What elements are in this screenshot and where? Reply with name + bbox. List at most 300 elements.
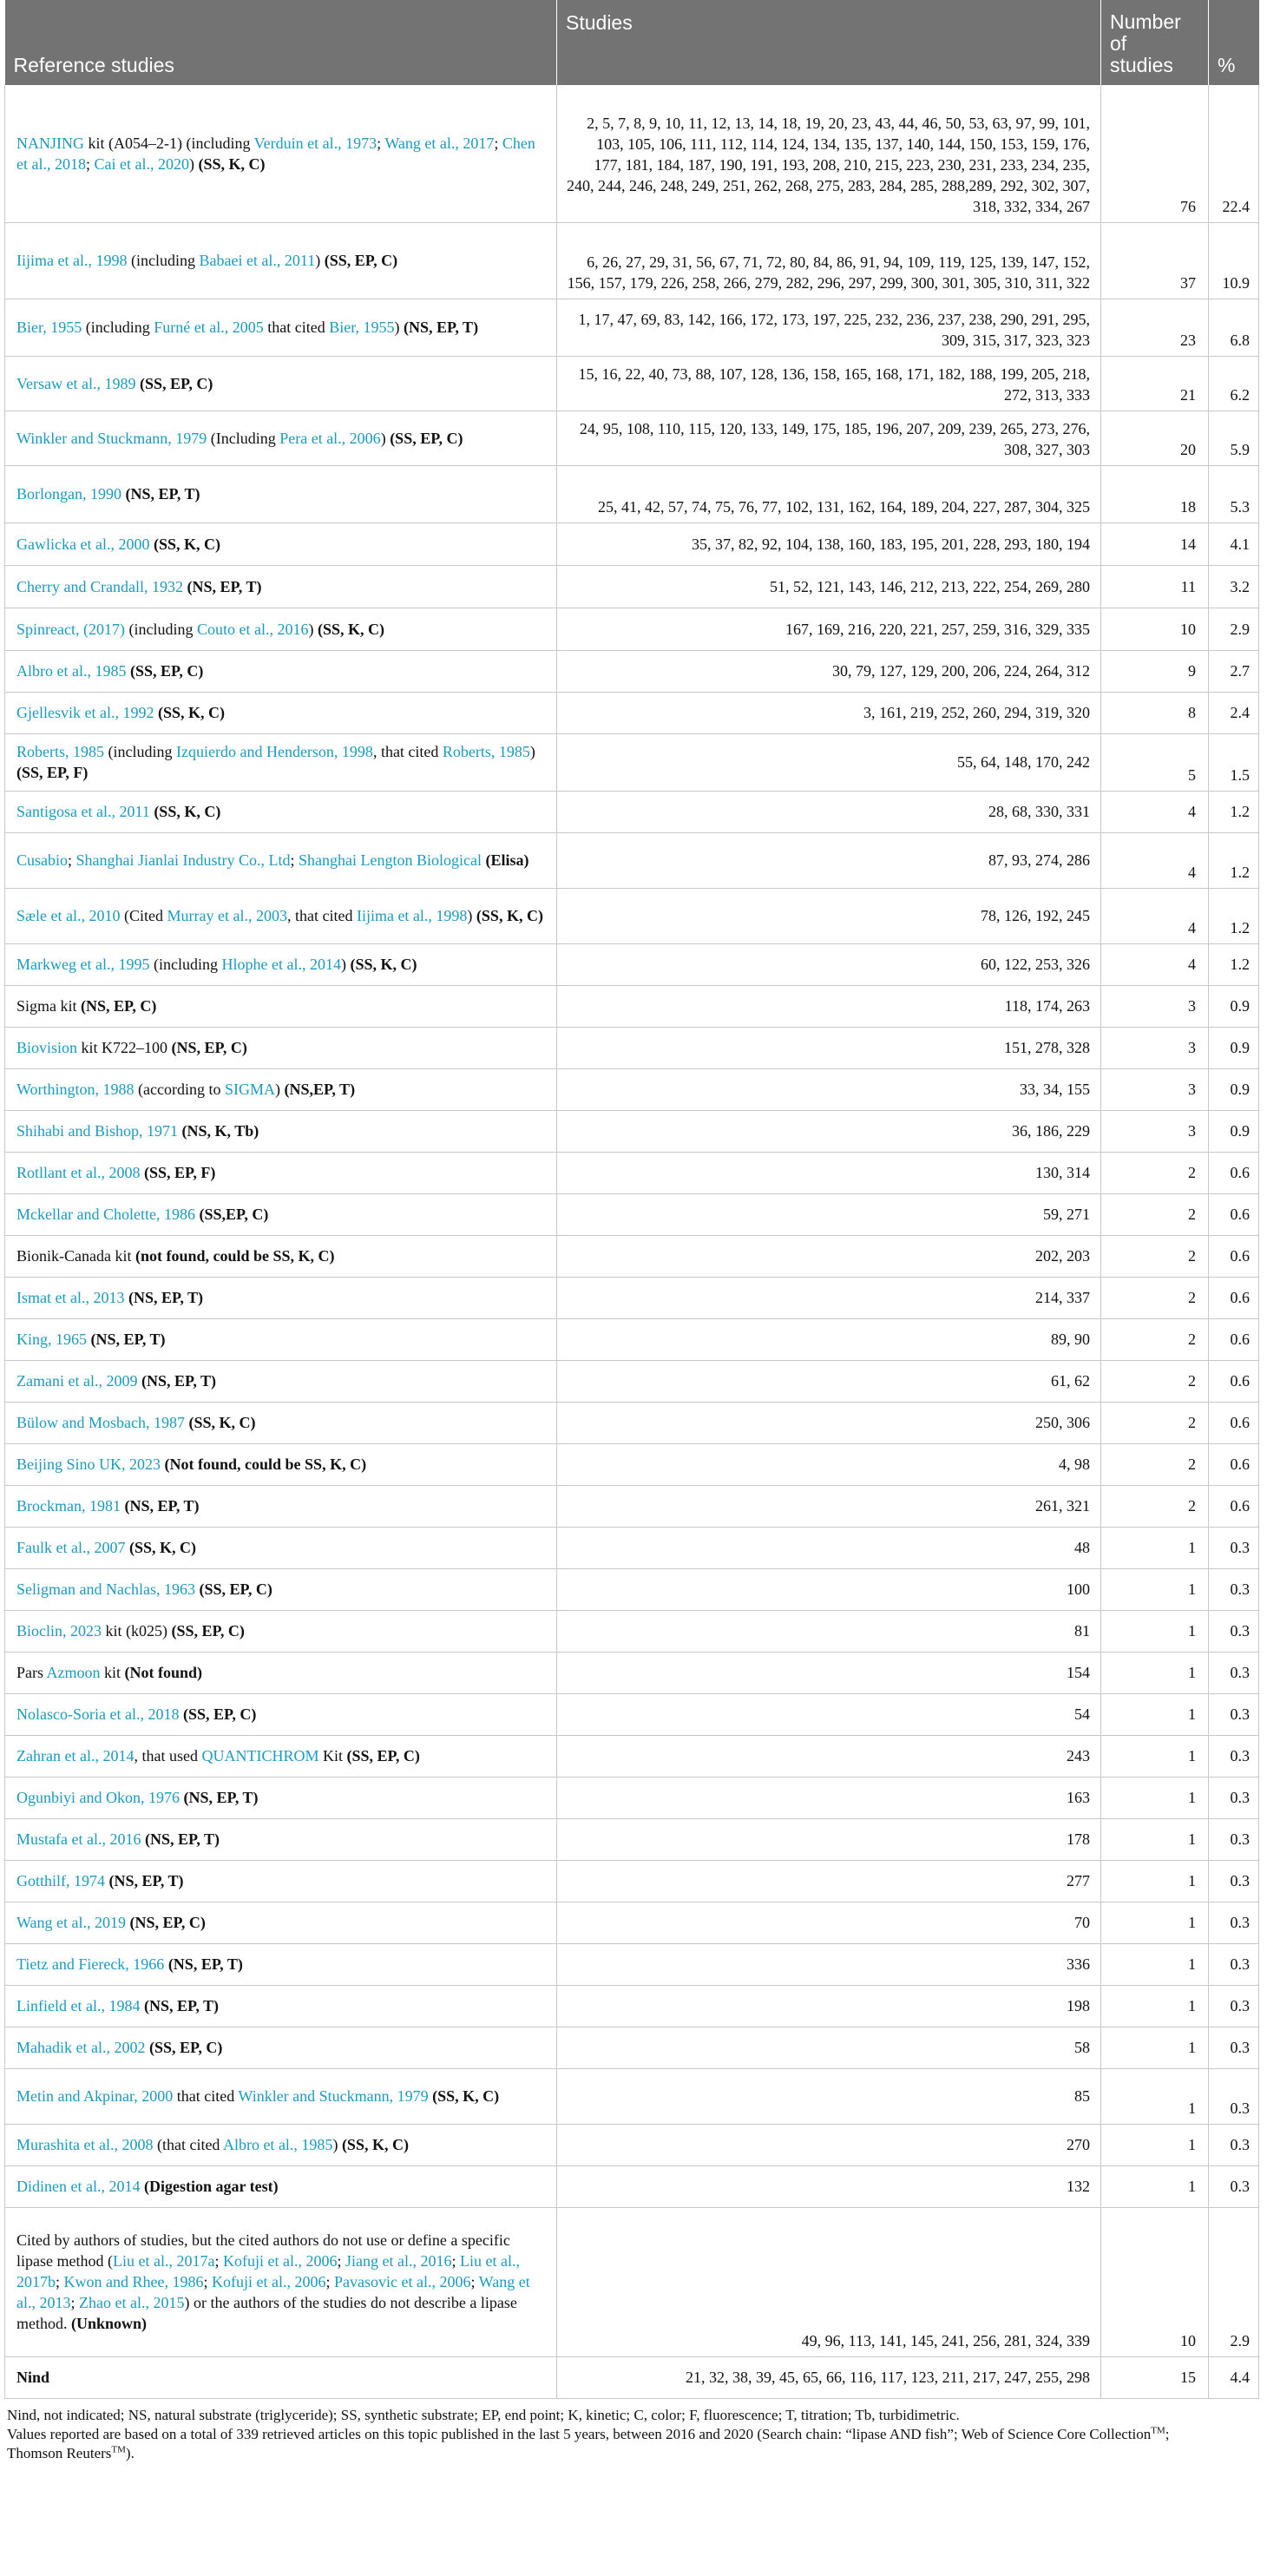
cell-number-of-studies: 2 xyxy=(1101,1485,1209,1527)
citation-link[interactable]: Spinreact, (2017) xyxy=(16,620,125,638)
cell-studies: 33, 34, 155 xyxy=(557,1068,1101,1110)
citation-link[interactable]: Linfield et al., 1984 xyxy=(16,1997,141,2014)
table-row xyxy=(5,2165,1259,2207)
cell-reference xyxy=(5,608,557,650)
citation-link[interactable]: Pera et al., 2006 xyxy=(279,429,381,447)
citation-link[interactable]: Zamani et al., 2009 xyxy=(16,1372,138,1390)
citation-link[interactable]: Wang et al., 2017 xyxy=(384,134,495,152)
header-reference-studies: Reference studies xyxy=(5,0,557,85)
cell-number-of-studies: 1 xyxy=(1101,1652,1209,1693)
citation-link[interactable]: Hlophe et al., 2014 xyxy=(221,956,341,973)
cell-number-of-studies: 4 xyxy=(1101,832,1209,888)
citation-link[interactable]: Rotllant et al., 2008 xyxy=(16,1164,141,1181)
table-row xyxy=(5,1443,1259,1485)
cell-number-of-studies: 2 xyxy=(1101,1152,1209,1193)
citation-link[interactable]: NANJING xyxy=(16,134,84,152)
reference-text: ; xyxy=(337,2252,345,2270)
citation-link[interactable]: Faulk et al., 2007 xyxy=(16,1539,126,1556)
citation-link[interactable]: Bülow and Mosbach, 1987 xyxy=(16,1414,185,1431)
citation-link[interactable]: Seligman and Nachlas, 1963 xyxy=(16,1580,195,1598)
citation-link[interactable]: Jiang et al., 2016 xyxy=(345,2252,452,2270)
cell-reference xyxy=(5,2124,557,2165)
table-row xyxy=(5,1027,1259,1068)
cell-percent: 4.1 xyxy=(1209,522,1259,565)
header-number-of-studies xyxy=(1101,0,1209,85)
method-code: (Digestion agar test) xyxy=(143,2178,279,2195)
reference-text: (including xyxy=(124,620,197,638)
footnote-source-text: Values reported are based on a total of 339 retrieved articles on this topic published in the last 5 years, between 2016 and 2020 (Search chain: “lipase AND fish”; Web of Science Core Collection xyxy=(7,2425,1152,2442)
citation-link[interactable]: Cusabio xyxy=(16,851,69,869)
reference-text: Pars xyxy=(16,1664,47,1681)
cell-percent: 0.3 xyxy=(1209,2165,1259,2207)
cell-number-of-studies: 4 xyxy=(1101,943,1209,985)
cell-studies: 132 xyxy=(557,2165,1101,2207)
cell-number-of-studies: 1 xyxy=(1101,2027,1209,2068)
table-row xyxy=(5,1318,1259,1360)
method-code: (SS,EP, C) xyxy=(199,1206,269,1223)
header-studies: Studies xyxy=(557,0,1101,85)
cell-number-of-studies: 10 xyxy=(1101,2207,1209,2356)
method-code: (SS, K, C) xyxy=(153,535,220,553)
cell-number-of-studies: 1 xyxy=(1101,1735,1209,1777)
cell-reference xyxy=(5,1360,557,1402)
citation-link[interactable]: Zhao et al., 2015 xyxy=(79,2294,185,2311)
cell-studies: 167, 169, 216, 220, 221, 257, 259, 316, 329, 335 xyxy=(557,608,1101,650)
method-code: (NS, EP, T) xyxy=(108,1872,184,1889)
cell-percent: 0.6 xyxy=(1209,1152,1259,1193)
cell-number-of-studies: 4 xyxy=(1101,791,1209,832)
citation-link[interactable]: Bier, 1955 xyxy=(329,319,395,336)
citation-link[interactable]: Verduin et al., 1973 xyxy=(253,134,377,152)
cell-reference xyxy=(5,943,557,985)
cell-number-of-studies: 1 xyxy=(1101,1527,1209,1568)
reference-text: , that used xyxy=(134,1747,202,1764)
citation-link[interactable]: Shanghai Jianlai Industry Co., Ltd xyxy=(75,851,291,869)
reference-text: (according to xyxy=(134,1081,226,1098)
cell-studies: 54 xyxy=(557,1693,1101,1735)
table-row xyxy=(5,2027,1259,2068)
cell-studies: 154 xyxy=(557,1652,1101,1693)
cell-studies: 202, 203 xyxy=(557,1235,1101,1277)
cell-reference xyxy=(5,222,557,299)
method-code: (SS, EP, C) xyxy=(148,2039,223,2056)
citation-link[interactable]: Roberts, 1985 xyxy=(16,743,104,760)
reference-text: Sigma kit xyxy=(16,997,82,1015)
cell-studies: 277 xyxy=(557,1860,1101,1902)
citation-link[interactable]: King, 1965 xyxy=(16,1331,87,1348)
citation-link[interactable]: Gjellesvik et al., 1992 xyxy=(16,704,154,721)
citation-link[interactable]: Roberts, 1985 xyxy=(442,743,530,760)
cell-percent: 0.6 xyxy=(1209,1485,1259,1527)
cell-reference xyxy=(5,85,557,222)
cell-reference xyxy=(5,1777,557,1818)
method-code: (NS,EP, T) xyxy=(284,1081,356,1098)
reference-text: ) xyxy=(380,429,391,447)
citation-link[interactable]: Kofuji et al., 2006 xyxy=(212,2273,326,2290)
reference-text: ) xyxy=(332,2136,342,2153)
method-code: (SS, EP, C) xyxy=(346,1747,420,1764)
citation-link[interactable]: Cherry and Crandall, 1932 xyxy=(16,577,183,595)
lipase-methods-table xyxy=(4,0,1259,2399)
citation-link[interactable]: Metin and Akpinar, 2000 xyxy=(16,2087,174,2105)
cell-reference xyxy=(5,1402,557,1443)
table-row xyxy=(5,832,1259,888)
table-row xyxy=(5,1985,1259,2027)
reference-text: kit xyxy=(100,1664,125,1681)
citation-link[interactable]: Murray et al., 2003 xyxy=(167,907,287,924)
citation-link[interactable]: Wang et al., 2013 xyxy=(16,2273,530,2311)
cell-percent: 0.3 xyxy=(1209,1902,1259,1943)
table-row xyxy=(5,1818,1259,1860)
cell-studies: 81 xyxy=(557,1610,1101,1652)
citation-link[interactable]: Couto et al., 2016 xyxy=(196,620,309,638)
cell-percent: 0.6 xyxy=(1209,1360,1259,1402)
method-code: (NS, EP, T) xyxy=(141,1372,216,1390)
citation-link[interactable]: Santigosa et al., 2011 xyxy=(16,803,150,820)
cell-percent: 0.3 xyxy=(1209,1568,1259,1610)
table-row xyxy=(5,1235,1259,1277)
citation-link[interactable]: Mustafa et al., 2016 xyxy=(16,1830,141,1848)
cell-percent: 2.9 xyxy=(1209,2207,1259,2356)
citation-link[interactable]: Brockman, 1981 xyxy=(16,1497,121,1515)
cell-number-of-studies: 21 xyxy=(1101,356,1209,411)
cell-reference xyxy=(5,1818,557,1860)
cell-reference xyxy=(5,2068,557,2124)
cell-studies: 15, 16, 22, 40, 73, 88, 107, 128, 136, 158, 165, 168, 171, 182, 188, 199, 205, 218, 272, 313, 333 xyxy=(557,356,1101,411)
citation-link[interactable]: Borlongan, 1990 xyxy=(16,485,121,503)
cell-reference xyxy=(5,1902,557,1943)
method-code: (NS, EP, C) xyxy=(129,1914,206,1931)
method-code: (SS, EP, C) xyxy=(199,1580,272,1598)
citation-link[interactable]: Gotthilf, 1974 xyxy=(16,1872,105,1889)
cell-percent: 5.3 xyxy=(1209,465,1259,522)
cell-reference xyxy=(5,832,557,888)
cell-reference xyxy=(5,1943,557,1985)
table-row xyxy=(5,1402,1259,1443)
cell-studies: 25, 41, 42, 57, 74, 75, 76, 77, 102, 131, 162, 164, 189, 204, 227, 287, 304, 325 xyxy=(557,465,1101,522)
cell-reference xyxy=(5,1235,557,1277)
cell-number-of-studies: 3 xyxy=(1101,1110,1209,1152)
cell-reference xyxy=(5,299,557,356)
table-row xyxy=(5,650,1259,692)
citation-link[interactable]: Furné et al., 2005 xyxy=(154,319,264,336)
citation-link[interactable]: Shanghai Lengton Biological xyxy=(299,851,482,869)
method-code: (SS, K, C) xyxy=(198,154,266,173)
cell-percent: 0.3 xyxy=(1209,1693,1259,1735)
citation-link[interactable]: Liu et al., 2017b xyxy=(16,2252,520,2290)
cell-number-of-studies: 1 xyxy=(1101,1943,1209,1985)
cell-number-of-studies: 8 xyxy=(1101,692,1209,733)
table-row xyxy=(5,1943,1259,1985)
cell-reference xyxy=(5,1318,557,1360)
cell-number-of-studies: 3 xyxy=(1101,1068,1209,1110)
cell-reference xyxy=(5,1860,557,1902)
table-row xyxy=(5,1777,1259,1818)
reference-text: ; xyxy=(325,2273,335,2290)
reference-text: kit (k025) xyxy=(102,1622,172,1640)
cell-studies: 243 xyxy=(557,1735,1101,1777)
cell-reference xyxy=(5,2356,557,2398)
citation-link[interactable]: Sæle et al., 2010 xyxy=(16,907,121,924)
cell-reference xyxy=(5,1193,557,1235)
citation-link[interactable]: Kofuji et al., 2006 xyxy=(222,2252,338,2270)
cell-reference xyxy=(5,356,557,411)
cell-percent: 0.3 xyxy=(1209,2027,1259,2068)
reference-text: ; xyxy=(56,2273,64,2290)
citation-link[interactable]: Ismat et al., 2013 xyxy=(16,1289,125,1306)
cell-studies: 214, 337 xyxy=(557,1277,1101,1318)
cell-percent: 5.9 xyxy=(1209,411,1259,465)
cell-number-of-studies: 1 xyxy=(1101,1985,1209,2027)
cell-reference xyxy=(5,650,557,692)
table-row xyxy=(5,85,1259,222)
table-row xyxy=(5,465,1259,522)
table-row xyxy=(5,1527,1259,1568)
method-code: (SS, EP, C) xyxy=(139,374,213,392)
citation-link[interactable]: Worthington, 1988 xyxy=(16,1081,135,1098)
citation-link[interactable]: Versaw et al., 1989 xyxy=(16,374,136,392)
cell-studies: 87, 93, 274, 286 xyxy=(557,832,1101,888)
citation-link[interactable]: SIGMA xyxy=(225,1081,276,1098)
method-code: (NS, EP, T) xyxy=(167,1955,243,1973)
cell-percent: 0.3 xyxy=(1209,2124,1259,2165)
citation-link[interactable]: Beijing Sino UK, 2023 xyxy=(16,1456,161,1473)
reference-text: ; xyxy=(290,851,299,869)
table-row xyxy=(5,1735,1259,1777)
table-body xyxy=(5,85,1259,2398)
reference-text: (including xyxy=(127,252,200,269)
citation-link[interactable]: Shihabi and Bishop, 1971 xyxy=(16,1122,179,1140)
method-code: (SS, EP, C) xyxy=(129,662,204,680)
citation-link[interactable]: Iijima et al., 1998 xyxy=(356,907,468,924)
citation-link[interactable]: Cai et al., 2020 xyxy=(94,154,189,173)
cell-number-of-studies: 1 xyxy=(1101,2165,1209,2207)
reference-text: ; xyxy=(214,2252,223,2270)
table-row xyxy=(5,411,1259,465)
table-row xyxy=(5,1360,1259,1402)
reference-text: ; xyxy=(203,2273,213,2290)
cell-studies: 21, 32, 38, 39, 45, 65, 66, 116, 117, 123, 211, 217, 247, 255, 298 xyxy=(557,2356,1101,2398)
citation-link[interactable]: Wang et al., 2019 xyxy=(16,1914,127,1931)
cell-number-of-studies: 1 xyxy=(1101,1860,1209,1902)
table-row xyxy=(5,1110,1259,1152)
footnote-source-sep: ; xyxy=(1165,2425,1170,2442)
cell-studies: 59, 271 xyxy=(557,1193,1101,1235)
citation-link[interactable]: Izquierdo and Henderson, 1998 xyxy=(176,743,373,760)
cell-number-of-studies: 15 xyxy=(1101,2356,1209,2398)
cell-reference xyxy=(5,733,557,791)
cell-reference xyxy=(5,411,557,465)
citation-link[interactable]: Markweg et al., 1995 xyxy=(16,956,150,973)
citation-link[interactable]: Winkler and Stuckmann, 1979 xyxy=(238,2087,429,2105)
table-row xyxy=(5,1902,1259,1943)
cell-studies: 61, 62 xyxy=(557,1360,1101,1402)
cell-number-of-studies: 1 xyxy=(1101,1777,1209,1818)
cell-studies: 70 xyxy=(557,1902,1101,1943)
method-code: (SS, EP, C) xyxy=(171,1622,245,1640)
table-row xyxy=(5,1068,1259,1110)
cell-studies: 130, 314 xyxy=(557,1152,1101,1193)
cell-studies: 178 xyxy=(557,1818,1101,1860)
cell-studies: 78, 126, 192, 245 xyxy=(557,888,1101,943)
cell-percent: 0.3 xyxy=(1209,1860,1259,1902)
reference-text: (including xyxy=(149,956,222,973)
method-code: (SS, EP, F) xyxy=(143,1164,216,1181)
cell-percent: 0.3 xyxy=(1209,1943,1259,1985)
method-code: (Not found) xyxy=(124,1664,203,1681)
cell-studies: 1, 17, 47, 69, 83, 142, 166, 172, 173, 197, 225, 232, 236, 237, 238, 290, 291, 295, 309, 315, 317, 323, 323 xyxy=(557,299,1101,356)
cell-percent: 0.9 xyxy=(1209,1068,1259,1110)
cell-percent: 0.6 xyxy=(1209,1443,1259,1485)
cell-number-of-studies: 1 xyxy=(1101,1568,1209,1610)
citation-link[interactable]: Winkler and Stuckmann, 1979 xyxy=(16,429,207,447)
cell-percent: 10.9 xyxy=(1209,222,1259,299)
cell-number-of-studies: 9 xyxy=(1101,650,1209,692)
citation-link[interactable]: Zahran et al., 2014 xyxy=(16,1747,135,1764)
cell-percent: 1.2 xyxy=(1209,832,1259,888)
reference-text: , that cited xyxy=(372,743,443,760)
cell-studies: 89, 90 xyxy=(557,1318,1101,1360)
citation-link[interactable]: Liu et al., 2017a xyxy=(112,2252,215,2270)
cell-percent: 0.3 xyxy=(1209,1818,1259,1860)
table-row xyxy=(5,1152,1259,1193)
cell-percent: 2.4 xyxy=(1209,692,1259,733)
cell-percent: 0.6 xyxy=(1209,1318,1259,1360)
reference-text: , that cited xyxy=(286,907,357,924)
reference-text: (Including xyxy=(207,429,280,447)
table-row xyxy=(5,356,1259,411)
citation-link[interactable]: Mahadik et al., 2002 xyxy=(16,2039,146,2056)
citation-link[interactable]: Iijima et al., 1998 xyxy=(16,252,128,269)
citation-link[interactable]: Babaei et al., 2011 xyxy=(199,252,316,269)
cell-studies: 48 xyxy=(557,1527,1101,1568)
trademark-sup-1: TM xyxy=(1151,2424,1165,2435)
cell-reference xyxy=(5,1485,557,1527)
cell-studies: 336 xyxy=(557,1943,1101,1985)
method-code: (not found, could be SS, K, C) xyxy=(135,1247,335,1265)
reference-text: ) xyxy=(308,620,318,638)
citation-link[interactable]: Mckellar and Cholette, 1986 xyxy=(16,1206,195,1223)
cell-number-of-studies: 18 xyxy=(1101,465,1209,522)
cell-reference xyxy=(5,1652,557,1693)
reference-text: ) or the authors of the studies do not describe a lipase method. xyxy=(16,2294,517,2332)
cell-number-of-studies: 2 xyxy=(1101,1235,1209,1277)
citation-link[interactable]: Pavasovic et al., 2006 xyxy=(334,2273,471,2290)
table-row xyxy=(5,565,1259,608)
method-code: (NS, EP, T) xyxy=(144,1830,220,1848)
table-row xyxy=(5,1485,1259,1527)
reference-text: kit (A054–2-1) (including xyxy=(84,134,254,152)
cell-percent: 0.3 xyxy=(1209,1777,1259,1818)
citation-link[interactable]: Albro et al., 1985 xyxy=(222,2136,333,2153)
cell-percent: 0.6 xyxy=(1209,1193,1259,1235)
cell-reference xyxy=(5,1568,557,1610)
citation-link[interactable]: Chen et al., 2018 xyxy=(16,134,535,173)
cell-studies: 28, 68, 330, 331 xyxy=(557,791,1101,832)
reference-text: (Cited xyxy=(120,907,167,924)
citation-link[interactable]: Tietz and Fiereck, 1966 xyxy=(16,1955,165,1973)
citation-link[interactable]: Albro et al., 1985 xyxy=(16,662,127,680)
cell-reference xyxy=(5,692,557,733)
citation-link[interactable]: Bioclin, 2023 xyxy=(16,1622,102,1640)
citation-link[interactable]: Azmoon xyxy=(46,1664,101,1681)
cell-reference xyxy=(5,2027,557,2068)
cell-number-of-studies: 2 xyxy=(1101,1318,1209,1360)
cell-percent: 0.6 xyxy=(1209,1235,1259,1277)
citation-link[interactable]: Murashita et al., 2008 xyxy=(16,2136,154,2153)
citation-link[interactable]: Biovision xyxy=(16,1039,78,1056)
cell-percent: 0.3 xyxy=(1209,1527,1259,1568)
cell-percent: 6.2 xyxy=(1209,356,1259,411)
cell-percent: 0.3 xyxy=(1209,2068,1259,2124)
footnote-source xyxy=(7,2425,1257,2444)
cell-reference xyxy=(5,1027,557,1068)
table-row xyxy=(5,692,1259,733)
cell-number-of-studies: 2 xyxy=(1101,1193,1209,1235)
cell-reference xyxy=(5,1277,557,1318)
cell-studies: 24, 95, 108, 110, 115, 120, 133, 149, 175, 185, 196, 207, 209, 239, 265, 273, 276, 308, 327, 303 xyxy=(557,411,1101,465)
method-code: (SS, K, C) xyxy=(317,620,384,638)
method-code: (SS, K, C) xyxy=(188,1414,256,1431)
cell-studies: 198 xyxy=(557,1985,1101,2027)
cell-number-of-studies: 1 xyxy=(1101,2124,1209,2165)
header-number-line3: studies xyxy=(1110,54,1173,76)
citation-link[interactable]: Bier, 1955 xyxy=(16,319,82,336)
cell-percent: 1.2 xyxy=(1209,888,1259,943)
reference-text: (including xyxy=(82,319,154,336)
cell-percent: 3.2 xyxy=(1209,565,1259,608)
cell-percent: 1.2 xyxy=(1209,791,1259,832)
cell-studies: 250, 306 xyxy=(557,1402,1101,1443)
cell-studies: 6, 26, 27, 29, 31, 56, 67, 71, 72, 80, 84, 86, 91, 94, 109, 119, 125, 139, 147, 152, 156, 157, 179, 226, 258, 266, 279, 282, 296, 297, 299, 300, 301, 305, 310, 311, 322 xyxy=(557,222,1101,299)
table-row xyxy=(5,791,1259,832)
trademark-sup-2: TM xyxy=(111,2443,126,2454)
reference-text: ) xyxy=(467,907,476,924)
cell-percent: 0.3 xyxy=(1209,1610,1259,1652)
citation-link[interactable]: Ogunbiyi and Okon, 1976 xyxy=(16,1789,180,1806)
citation-link[interactable]: Didinen et al., 2014 xyxy=(16,2178,141,2195)
method-code: (Unknown) xyxy=(71,2315,148,2332)
cell-reference xyxy=(5,1443,557,1485)
reference-text: ; xyxy=(85,154,95,173)
cell-studies: 270 xyxy=(557,2124,1101,2165)
reference-text: (including xyxy=(104,743,176,760)
cell-reference xyxy=(5,522,557,565)
method-code: (SS, K, C) xyxy=(432,2087,500,2105)
table-row xyxy=(5,522,1259,565)
citation-link[interactable]: QUANTICHROM xyxy=(201,1747,319,1764)
cell-percent: 0.9 xyxy=(1209,1027,1259,1068)
footnote-source-cont xyxy=(7,2444,1257,2463)
method-code: (NS, EP, T) xyxy=(90,1331,166,1348)
cell-percent: 0.9 xyxy=(1209,985,1259,1027)
cell-number-of-studies: 37 xyxy=(1101,222,1209,299)
citation-link[interactable]: Kwon and Rhee, 1986 xyxy=(63,2273,204,2290)
cell-number-of-studies: 23 xyxy=(1101,299,1209,356)
cell-studies: 4, 98 xyxy=(557,1443,1101,1485)
cell-studies: 100 xyxy=(557,1568,1101,1610)
reference-text: ) xyxy=(340,956,351,973)
method-code: (SS, EP, C) xyxy=(182,1705,257,1723)
citation-link[interactable]: Gawlicka et al., 2000 xyxy=(16,535,150,553)
reference-text: ) xyxy=(275,1081,285,1098)
cell-studies: 49, 96, 113, 141, 145, 241, 256, 281, 324, 339 xyxy=(557,2207,1101,2356)
cell-percent: 2.7 xyxy=(1209,650,1259,692)
table-row xyxy=(5,1652,1259,1693)
citation-link[interactable]: Nolasco-Soria et al., 2018 xyxy=(16,1705,180,1723)
table-row xyxy=(5,2068,1259,2124)
reference-text: ) xyxy=(529,743,535,760)
